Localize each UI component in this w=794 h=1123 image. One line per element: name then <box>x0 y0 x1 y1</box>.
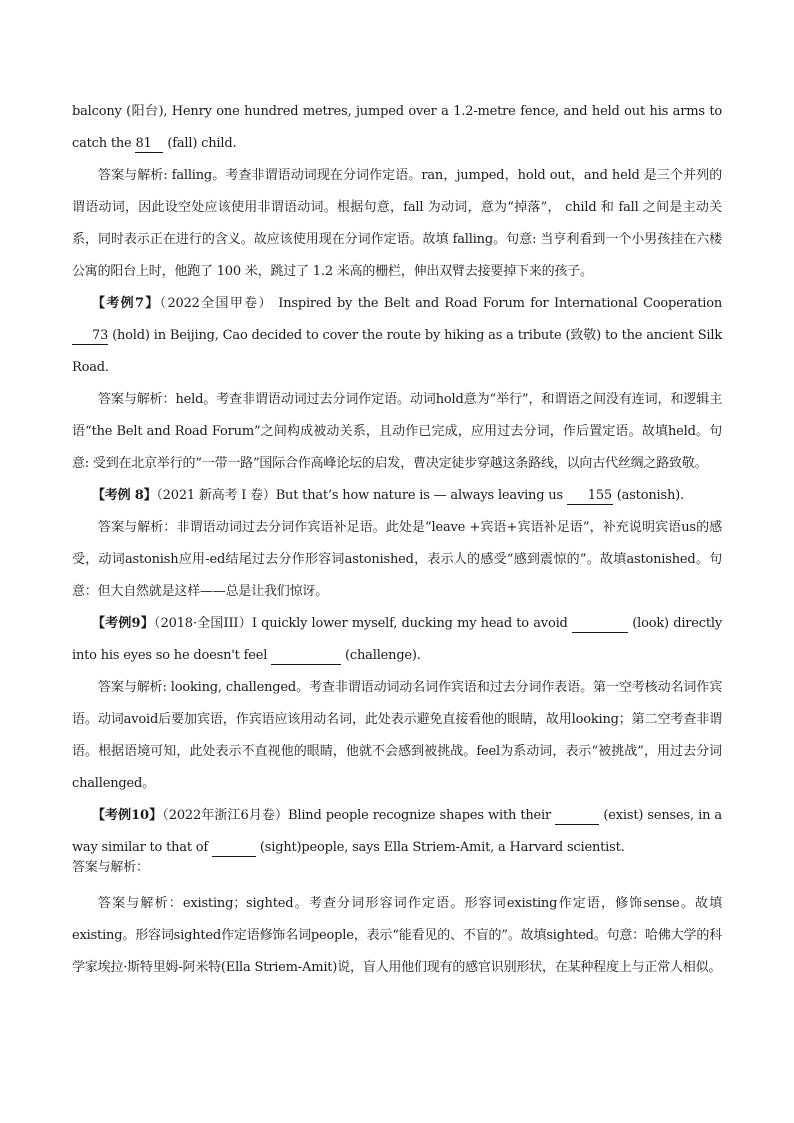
example-9-label: 【考例9】 <box>92 616 154 631</box>
example-8-post: (astonish). <box>612 488 684 503</box>
answer-9: 答案与解析: looking, challenged。考查非谓语动词动名词作宾语和过去分词作表语。第一空考核动名词作宾语。动词avoid后要加宾语，作宾语应该用动名词，此处表示避免直接看他的眼睛，故用looking；第二空考查非谓语。根据语境可知，此处表示不直视他的眼睛，他就不会感到被挑战。feel为系动词，表示“被挑战”，用过去分词challenged。 <box>72 680 722 791</box>
blank-challenge <box>271 648 341 665</box>
example-10-post: (sight)people, says Ella Striem-Amit, a Harvard scientist. <box>255 840 625 855</box>
example-7-pre: Inspired by the Belt and Road Forum for International Cooperation <box>272 296 722 311</box>
blank-sight <box>212 840 256 857</box>
example-8-pre: But that’s how nature is — always leaving us <box>275 488 567 503</box>
example-8-source: （2021 新高考 I 卷） <box>156 488 276 503</box>
blank-155: 155 <box>567 488 613 505</box>
question-81-post: (fall) child. <box>163 136 237 151</box>
answer-81: 答案与解析: falling。考查非谓语动词现在分词作定语。ran，jumped，hold out，and held 是三个并列的谓语动词，因此设空处应该使用非谓语动词。根据句意，fall 为动词，意为“掉落”， child 和 fall 之间是主动关系，同时表示正在进行的含义。故应该使用现在分词作定语。故填 falling。句意: 当亨利看到一个小男孩挂在六楼公寓的阳台上时，他跑了 100 米，跳过了 1.2 米高的栅栏，伸出双臂去接要掉下来的孩子。 <box>72 168 722 279</box>
example-7 <box>72 288 722 384</box>
answer-10-label: 答案与解析： <box>72 860 149 875</box>
example-9-pre: I quickly lower myself, ducking my head to avoid <box>251 616 572 631</box>
example-10 <box>72 800 722 864</box>
example-10-mid: (exist) senses, in a way similar to that of <box>72 808 722 855</box>
example-9-post: (challenge). <box>341 648 421 663</box>
blank-exist <box>555 808 599 825</box>
example-7-label: 【考例7】 <box>92 296 160 311</box>
example-9-source: （2018·全国III） <box>153 616 252 631</box>
example-7-post: (hold) in Beijing, Cao decided to cover the route by hiking as a tribute (致敬) to the ancient Silk Road. <box>72 328 722 375</box>
answer-7: 答案与解析：held。考查非谓语动词过去分词作定语。动词hold意为“举行”，和谓语之间没有连词，和逻辑主语“the Belt and Road Forum”之间构成被动关系，且动作已完成，应用过去分词，作后置定语。故填held。句意: 受到在北京举行的“一带一路”国际合作高峰论坛的启发，曹决定徒步穿越这条路线，以向古代丝绸之路致敬。 <box>72 392 722 471</box>
blank-81: 81 <box>135 136 163 153</box>
document-body <box>72 96 722 984</box>
example-10-source: （2022年浙江6月卷） <box>162 808 289 823</box>
blank-look <box>572 616 628 633</box>
example-10-label: 【考例10】 <box>92 808 163 823</box>
answer-8: 答案与解析：非谓语动词过去分词作宾语补足语。此处是“leave +宾语+宾语补足语”，补充说明宾语us的感受，动词astonish应用-ed结尾过去分作形容词astonished，表示人的感受“感到震惊的”。故填astonished。句意：但大自然就是这样——总是让我们惊讶。 <box>72 520 722 599</box>
question-81-text <box>72 96 722 160</box>
blank-73: 73 <box>72 328 108 345</box>
example-9 <box>72 608 722 672</box>
example-8 <box>72 480 722 512</box>
example-7-source: （2022全国甲卷） <box>159 296 273 311</box>
example-9-mid: (look) directly into his eyes so he doesn't feel <box>72 616 722 663</box>
question-81-pre: balcony (阳台), Henry one hundred metres, jumped over a 1.2-metre fence, and held out his arms to catch the <box>72 104 722 151</box>
example-10-pre: Blind people recognize shapes with their <box>288 808 556 823</box>
answer-10: 答案与解析：existing；sighted。考查分词形容词作定语。形容词existing作定语，修饰sense。故填existing。形容词sighted作定语修饰名词people，表示“能看见的、不盲的”。故填sighted。句意：哈佛大学的科学家埃拉·斯特里姆-阿米特(Ella Striem-Amit)说，盲人用他们现有的感官识别形状，在某种程度上与正常人相似。 <box>72 896 722 975</box>
example-8-label: 【考例 8】 <box>92 488 157 503</box>
